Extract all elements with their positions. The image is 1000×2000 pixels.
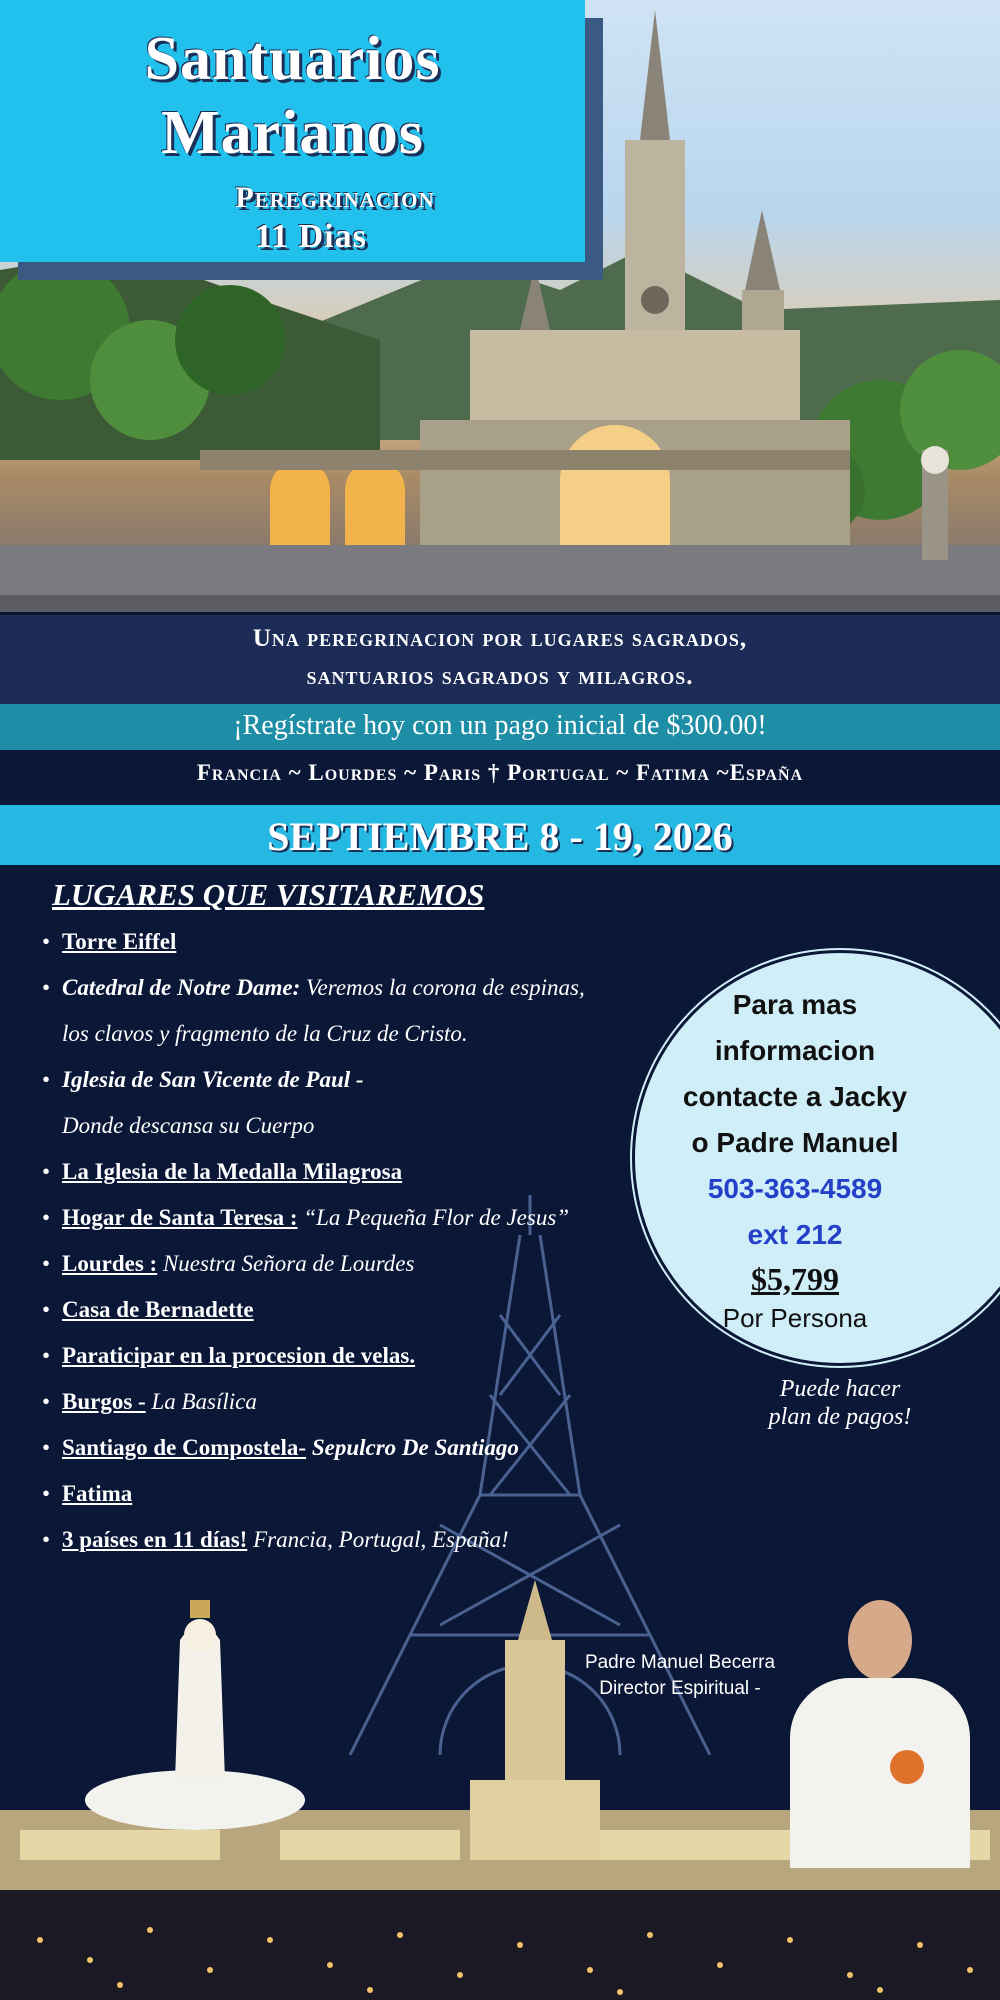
list-item: • Burgos - La Basílica <box>62 1379 712 1425</box>
list-item: • Lourdes : Nuestra Señora de Lourdes <box>62 1241 712 1287</box>
tagline-line-2: santuarios sagrados y milagros. <box>306 663 694 690</box>
list-item: • La Iglesia de la Medalla Milagrosa <box>62 1149 712 1195</box>
contact-circle <box>632 950 1000 1366</box>
price-per-person: Por Persona <box>722 1303 868 1333</box>
subtitle-peregrinacion: Peregrinacion <box>235 181 435 214</box>
director-role: Director Espiritual - <box>599 1678 761 1699</box>
list-item: • Fatima <box>62 1471 712 1517</box>
countries-band <box>0 750 1000 800</box>
list-item: • Catedral de Notre Dame: Veremos la corona de espinas, los clavos y fragmento de la Cruz de Cristo. <box>62 965 712 1057</box>
list-item: • Iglesia de San Vicente de Paul - Donde descansa su Cuerpo <box>62 1057 712 1149</box>
director-caption <box>560 1650 800 1702</box>
places-heading: LUGARES QUE VISITAREMOS <box>52 877 485 912</box>
countries-text: Francia ~ Lourdes ~ Paris † Portugal ~ Fatima ~España <box>196 760 804 785</box>
payment-plan-line-1: Puede hacer <box>779 1376 901 1402</box>
contact-phone[interactable]: 503-363-4589 <box>707 1173 883 1204</box>
contact-line-3: contacte a Jacky <box>682 1081 908 1112</box>
price: $5,799 <box>751 1261 839 1297</box>
register-band <box>0 704 1000 750</box>
list-item: • Torre Eiffel <box>62 919 712 965</box>
director-name: Padre Manuel Becerra <box>584 1652 776 1673</box>
list-item: • Paraticipar en la procesion de velas. <box>62 1333 712 1379</box>
trip-dates: SEPTIEMBRE 8 - 19, 2026 <box>267 814 733 859</box>
contact-line-1: Para mas <box>732 989 858 1020</box>
list-item: • Hogar de Santa Teresa : “La Pequeña Flor de Jesus” <box>62 1195 712 1241</box>
payment-plan-note <box>720 1375 960 1431</box>
places-list <box>42 919 712 1563</box>
title-line-1: Santuarios <box>144 25 441 93</box>
list-item: • 3 países en 11 días! Francia, Portugal, España! <box>62 1517 712 1563</box>
hero-photo-lourdes <box>0 0 1000 612</box>
fatima-sanctuary-photo <box>0 1580 1000 2000</box>
contact-ext: ext 212 <box>747 1219 843 1250</box>
register-text: ¡Regístrate hoy con un pago inicial de $300.00! <box>233 710 767 741</box>
title-line-2: Marianos <box>161 99 424 167</box>
tagline-line-1: Una peregrinacion por lugares sagrados, <box>252 625 748 652</box>
dates-band <box>0 805 1000 865</box>
title-box <box>0 0 585 262</box>
priest-photo <box>780 1600 980 1860</box>
tagline-band <box>0 612 1000 707</box>
contact-line-4: o Padre Manuel <box>691 1127 899 1158</box>
list-item: • Santiago de Compostela- Sepulcro De Santiago <box>62 1425 712 1471</box>
contact-line-2: informacion <box>714 1035 876 1066</box>
subtitle-days: 11 Dias <box>255 218 367 255</box>
payment-plan-line-2: plan de pagos! <box>768 1404 912 1430</box>
list-item: • Casa de Bernadette <box>62 1287 712 1333</box>
